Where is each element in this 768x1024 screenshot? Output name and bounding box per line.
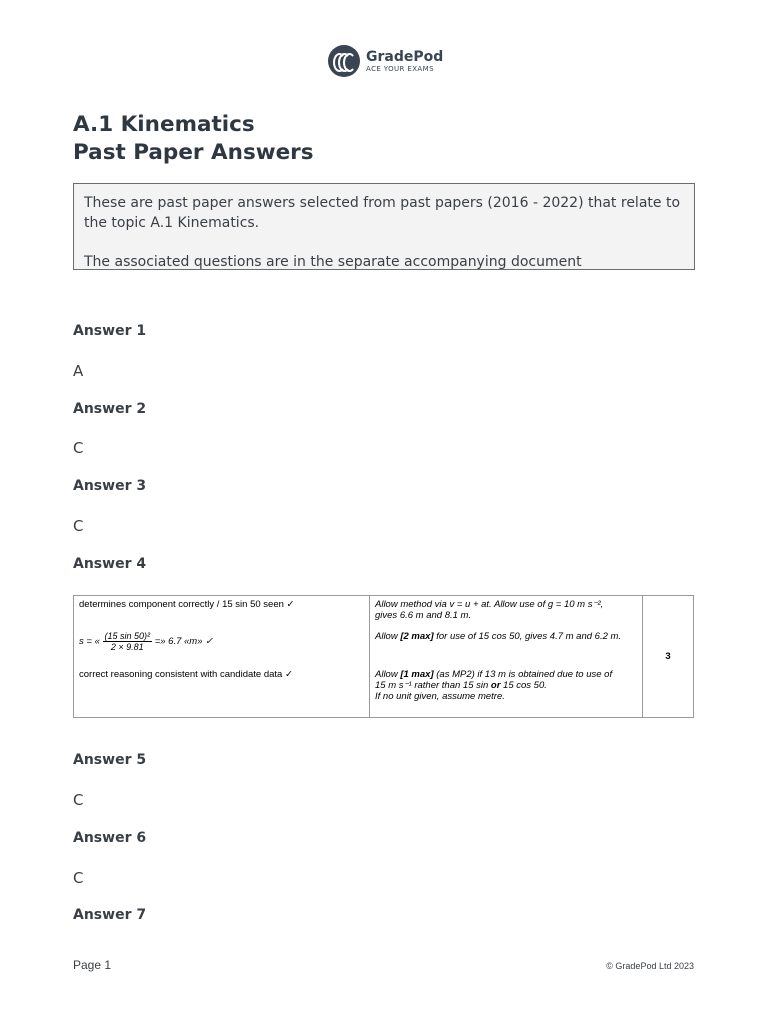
mark-point-2-prefix: s = « <box>79 636 100 648</box>
answer-5-heading: Answer 5 <box>73 752 147 768</box>
note-3-line-2-post: 15 cos 50. <box>500 680 547 691</box>
note-1-line-2: gives 6.6 m and 8.1 m. <box>375 610 472 621</box>
mark-scheme-table <box>73 595 694 718</box>
note-2-pre: Allow <box>375 631 401 642</box>
answer-3-value: C <box>73 517 84 535</box>
intro-paragraph-2: The associated questions are in the separate accompanying document <box>84 254 582 270</box>
note-2 <box>375 631 637 669</box>
note-3-line-2-bold: or <box>490 680 501 691</box>
gradepod-logo <box>328 45 443 77</box>
intro-box <box>73 183 695 270</box>
answer-1-value: A <box>73 362 84 380</box>
answer-2-heading: Answer 2 <box>73 401 147 417</box>
page-number: Page 1 <box>73 958 112 972</box>
note-3-post: (as MP2) if 13 m is obtained due to use of <box>433 669 613 680</box>
gradepod-logo-icon <box>328 45 360 77</box>
mark-point-2 <box>79 631 364 669</box>
mark-scheme-points <box>74 596 370 718</box>
logo-name: GradePod <box>366 48 444 65</box>
note-1-line-1: Allow method via v = u + at. Allow use of g = 10 m s⁻², <box>375 599 604 610</box>
title-line-1: A.1 Kinematics <box>73 112 255 137</box>
answer-7-heading: Answer 7 <box>73 907 147 923</box>
answer-1-heading: Answer 1 <box>73 323 147 339</box>
page-title <box>73 111 314 167</box>
title-line-2: Past Paper Answers <box>73 140 314 165</box>
note-3-bold: [1 max] <box>400 669 434 680</box>
note-2-bold: [2 max] <box>400 631 434 642</box>
answer-6-heading: Answer 6 <box>73 830 147 846</box>
note-2-post: for use of 15 cos 50, gives 4.7 m and 6.2 m. <box>433 631 622 642</box>
answer-3-heading: Answer 3 <box>73 478 147 494</box>
answer-4-heading: Answer 4 <box>73 556 147 572</box>
fraction-denominator: 2 × 9.81 <box>110 642 144 652</box>
mark-scheme-notes <box>370 596 643 718</box>
note-3-line-3: If no unit given, assume metre. <box>375 691 505 702</box>
copyright-notice: © GradePod Ltd 2023 <box>606 961 694 971</box>
fraction-numerator: (15 sin 50)² <box>104 631 151 641</box>
mark-scheme-marks: 3 <box>643 596 694 718</box>
mark-point-1: determines component correctly / 15 sin 50 seen ✓ <box>79 599 295 610</box>
note-1 <box>375 599 637 631</box>
answer-6-value: C <box>73 869 84 887</box>
note-3-pre: Allow <box>375 669 401 680</box>
mark-point-3: correct reasoning consistent with candidate data ✓ <box>79 669 293 680</box>
mark-point-2-suffix: =» 6.7 «m» ✓ <box>154 636 214 648</box>
note-3 <box>375 669 637 702</box>
answer-2-value: C <box>73 439 84 457</box>
logo-text <box>366 50 443 73</box>
fraction <box>103 631 153 652</box>
answer-5-value: C <box>73 791 84 809</box>
note-3-line-2-pre: 15 m s⁻¹ rather than 15 sin <box>375 680 491 691</box>
logo-tagline: ACE YOUR EXAMS <box>366 64 434 73</box>
intro-paragraph-1: These are past paper answers selected from past papers (2016 - 2022) that relate to the topic A.1 Kinematics. <box>84 195 681 231</box>
